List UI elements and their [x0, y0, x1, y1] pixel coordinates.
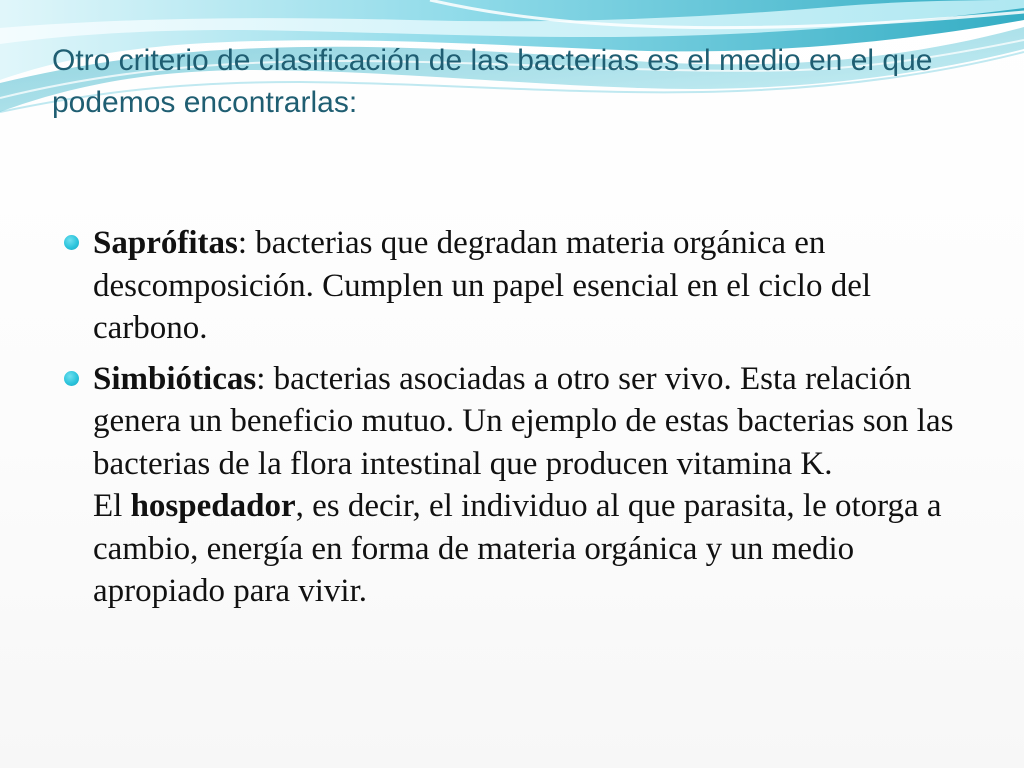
bullet-term: Simbióticas: [93, 360, 257, 397]
bullet-dot-icon: [64, 371, 79, 386]
bullet-text: : bacterias que degradan materia orgánica en descomposición. Cumplen un papel esencial en el ciclo del carbono.: [93, 225, 872, 346]
bullet-list: [64, 222, 964, 621]
bullet-dot-icon: [64, 235, 79, 250]
bullet-extra-term: hospedador: [130, 488, 296, 524]
bullet-continuation: [93, 485, 964, 613]
bullet-item-saprofitas: [64, 222, 964, 350]
bullet-text: : bacterias asociadas a otro ser vivo. Esta relación genera un beneficio mutuo. Un ejemplo de estas bacterias son las bacterias de la flora intestinal que producen vitamina K.: [93, 360, 954, 482]
bullet-extra-text: , es decir, el individuo al que parasita, le otorga a cambio, energía en forma de materia orgánica y un medio apropiado para vivir.: [93, 488, 942, 609]
slide-title: Otro criterio de clasificación de las bacterias es el medio en el que podemos encontrarlas:: [52, 44, 933, 119]
bullet-item-simbioticas: [64, 358, 964, 613]
bullet-extra-prefix: El: [93, 488, 131, 524]
bullet-term: Saprófitas: [93, 225, 238, 261]
